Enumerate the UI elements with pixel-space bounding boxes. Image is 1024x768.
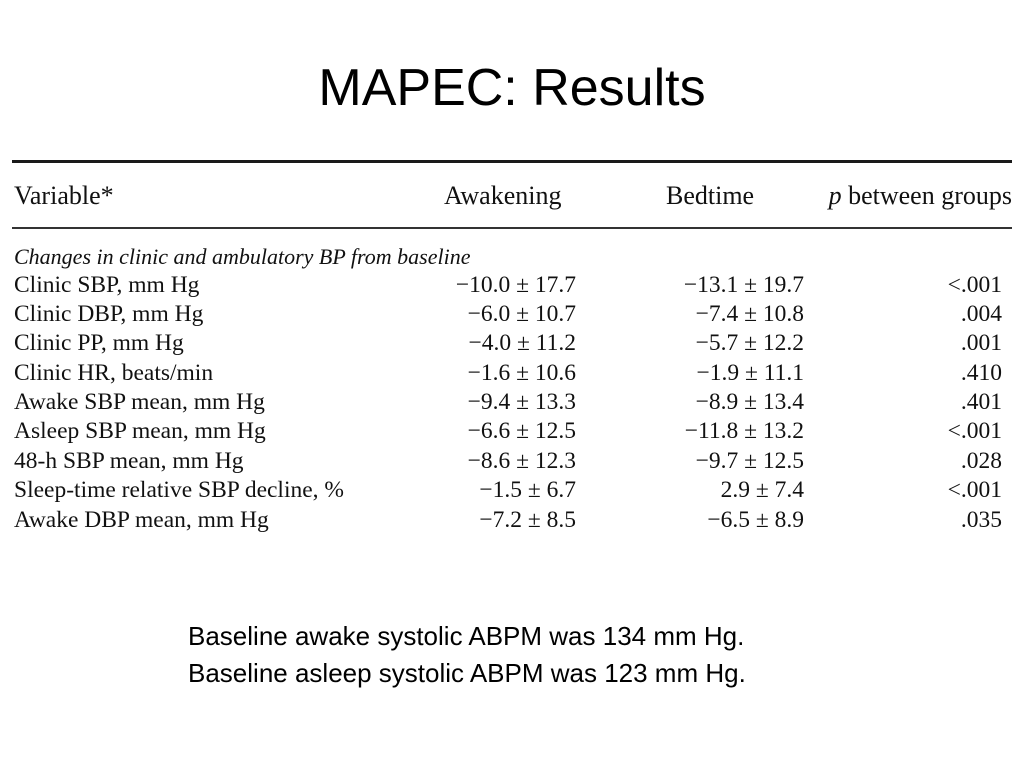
cell-bedtime: −9.7 ± 12.5 xyxy=(695,447,804,474)
table-row xyxy=(12,271,1012,300)
cell-bedtime: −1.9 ± 11.1 xyxy=(696,359,804,386)
results-table xyxy=(12,160,1012,535)
cell-bedtime: −6.5 ± 8.9 xyxy=(707,506,804,533)
cell-p-value: .004 xyxy=(960,300,1002,327)
header-p-between-groups xyxy=(829,181,1012,211)
cell-variable: Clinic DBP, mm Hg xyxy=(14,300,204,327)
cell-p-value: .001 xyxy=(960,330,1002,357)
cell-variable: Clinic SBP, mm Hg xyxy=(14,271,200,298)
table-row xyxy=(12,329,1012,358)
header-p-text: between groups xyxy=(841,181,1012,210)
cell-p-value: .035 xyxy=(960,506,1002,533)
table-row xyxy=(12,388,1012,417)
table-row xyxy=(12,359,1012,388)
table-header-rule xyxy=(12,227,1012,229)
cell-variable: Sleep-time relative SBP decline, % xyxy=(14,477,344,504)
cell-p-value: .410 xyxy=(960,359,1002,386)
cell-variable: Awake SBP mean, mm Hg xyxy=(14,389,265,416)
footnote-line-awake: Baseline awake systolic ABPM was 134 mm Hg. xyxy=(188,621,745,651)
cell-bedtime: −13.1 ± 19.7 xyxy=(683,271,804,298)
table-row xyxy=(12,417,1012,446)
cell-bedtime: −7.4 ± 10.8 xyxy=(695,300,804,327)
cell-awakening: −6.0 ± 10.7 xyxy=(467,300,576,327)
cell-awakening: −7.2 ± 8.5 xyxy=(479,506,576,533)
cell-p-value: <.001 xyxy=(947,477,1002,504)
cell-variable: Asleep SBP mean, mm Hg xyxy=(14,418,266,445)
table-row xyxy=(12,300,1012,329)
cell-p-value: <.001 xyxy=(947,418,1002,445)
cell-bedtime: −11.8 ± 13.2 xyxy=(684,418,804,445)
header-awakening: Awakening xyxy=(444,181,562,210)
cell-variable: 48-h SBP mean, mm Hg xyxy=(14,447,244,474)
cell-awakening: −8.6 ± 12.3 xyxy=(467,447,576,474)
cell-bedtime: −5.7 ± 12.2 xyxy=(695,330,804,357)
table-row xyxy=(12,476,1012,505)
cell-awakening: −1.6 ± 10.6 xyxy=(467,359,576,386)
table-row xyxy=(12,506,1012,535)
table-row xyxy=(12,447,1012,476)
cell-awakening: −6.6 ± 12.5 xyxy=(467,418,576,445)
cell-variable: Clinic HR, beats/min xyxy=(14,359,214,386)
slide-title: MAPEC: Results xyxy=(318,59,706,117)
cell-bedtime: −8.9 ± 13.4 xyxy=(695,389,804,416)
table-header-row xyxy=(12,163,1012,227)
header-p-symbol: p xyxy=(828,181,842,210)
cell-bedtime: 2.9 ± 7.4 xyxy=(720,477,804,504)
cell-awakening: −1.5 ± 6.7 xyxy=(479,477,576,504)
cell-p-value: .401 xyxy=(960,389,1002,416)
section-label: Changes in clinic and ambulatory BP from baseline xyxy=(14,243,471,269)
table-body xyxy=(12,271,1012,536)
cell-awakening: −4.0 ± 11.2 xyxy=(468,330,576,357)
cell-variable: Awake DBP mean, mm Hg xyxy=(14,506,269,533)
cell-p-value: .028 xyxy=(960,447,1002,474)
header-bedtime: Bedtime xyxy=(666,181,755,210)
footnote xyxy=(188,618,746,692)
cell-awakening: −9.4 ± 13.3 xyxy=(467,389,576,416)
cell-awakening: −10.0 ± 17.7 xyxy=(455,271,576,298)
cell-variable: Clinic PP, mm Hg xyxy=(14,330,184,357)
footnote-line-asleep: Baseline asleep systolic ABPM was 123 mm Hg. xyxy=(188,658,746,688)
header-variable: Variable* xyxy=(14,181,114,210)
cell-p-value: <.001 xyxy=(947,271,1002,298)
